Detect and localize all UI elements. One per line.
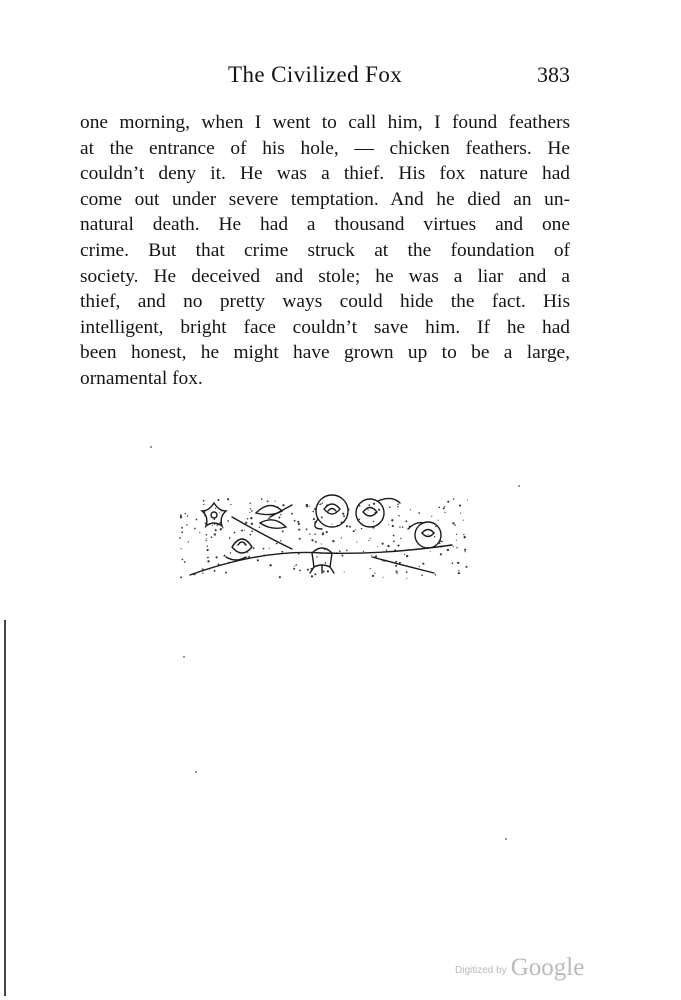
scan-speck: [518, 485, 520, 487]
page-header: [78, 62, 570, 92]
text-line: one morning, when I went to call him, I found feathers: [80, 112, 570, 133]
text-line: ornamental fox.: [80, 367, 203, 389]
text-line: society. He deceived and stole; he was a liar and a: [80, 265, 570, 287]
running-title: The Civilized Fox: [228, 62, 403, 87]
text-line: thief, and no pretty ways could hide the fact. His: [80, 291, 570, 313]
scan-speck: [195, 771, 197, 773]
text-line: intelligent, bright face couldn’t save him. If he had: [80, 316, 570, 338]
scan-speck: [150, 446, 152, 448]
scan-margin-line: [4, 620, 6, 996]
text-line: natural death. He had a thousand virtues and one: [80, 214, 570, 236]
text-line: couldn’t deny it. He was a thief. His fox nature had: [80, 163, 570, 185]
text-line: at the entrance of his hole, — chicken feathers. He: [80, 137, 570, 159]
digitized-by-label: Digitized by: [455, 965, 507, 976]
scan-speck: [505, 838, 507, 840]
scan-speck: [183, 656, 185, 658]
digitized-watermark: [455, 954, 595, 984]
page-number: 383: [537, 62, 570, 87]
body-text: [80, 110, 570, 392]
floral-vignette-icon: [172, 487, 476, 585]
text-line: come out under severe temptation. And he died an un-: [80, 188, 570, 210]
text-line: crime. But that crime struck at the foundation of: [80, 239, 570, 261]
google-logo: Google: [510, 954, 585, 981]
text-line: been honest, he might have grown up to be a large,: [80, 342, 570, 364]
